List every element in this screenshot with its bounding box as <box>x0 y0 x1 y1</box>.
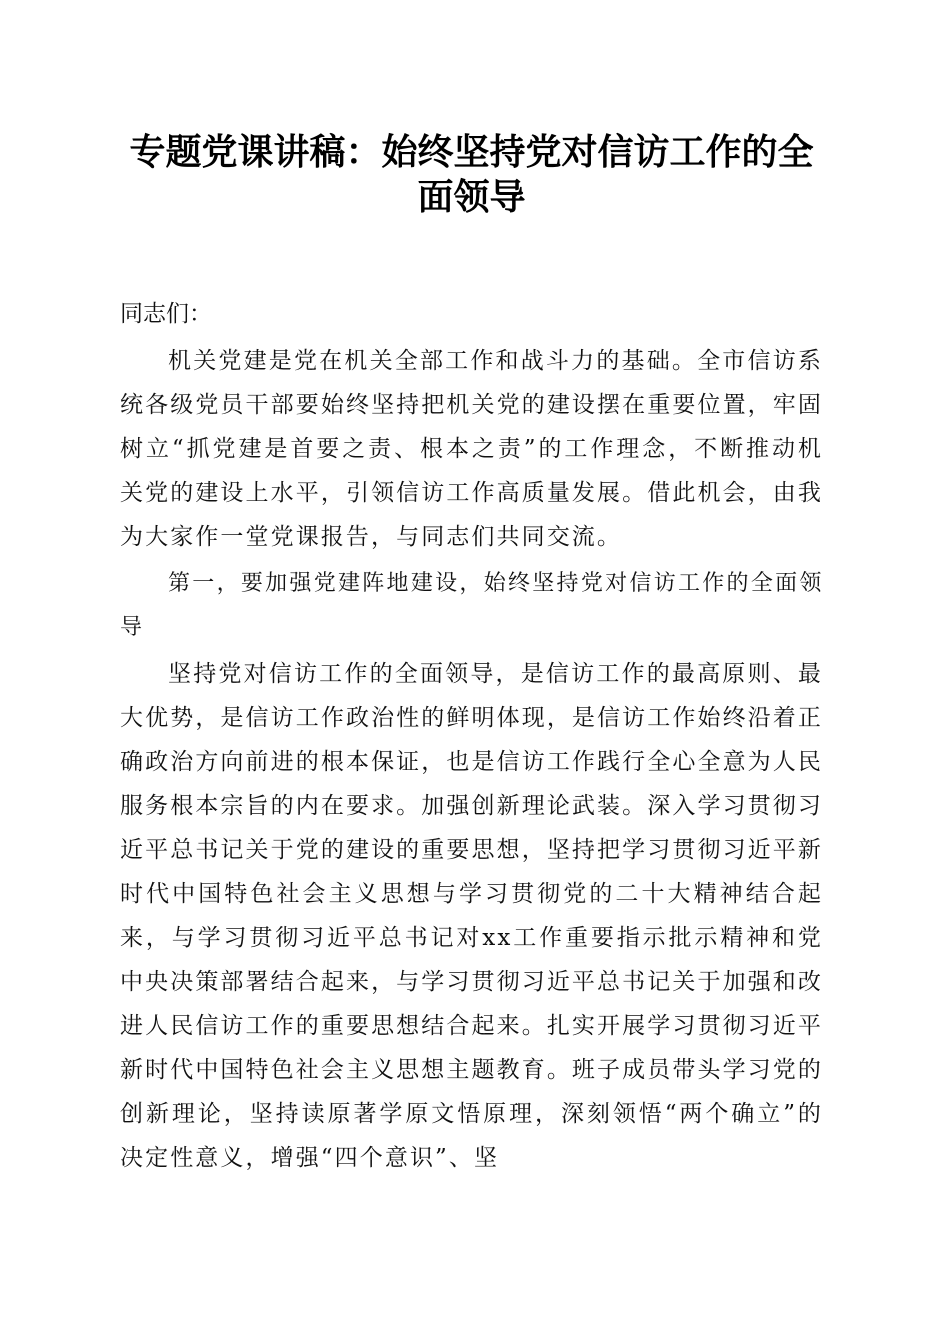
document-page <box>120 130 823 1180</box>
salutation: 同志们： <box>120 301 212 327</box>
paragraph-intro: 机关党建是党在机关全部工作和战斗力的基础。全市信访系统各级党员干部要始终坚持把机关党的建设摆在重要位置，牢固树立“抓党建是首要之责、根本之责”的工作理念，不断推动机关党的建设上水平，引领信访工作高质量发展。借此机会，由我为大家作一堂党课报告，与同志们共同交流。 <box>120 348 823 550</box>
document-title: 专题党课讲稿：始终坚持党对信访工作的全面领导 <box>129 131 814 218</box>
paragraph-body: 坚持党对信访工作的全面领导，是信访工作的最高原则、最大优势，是信访工作政治性的鲜明体现，是信访工作始终沿着正确政治方向前进的根本保证，也是信访工作践行全心全意为人民服务根本宗旨的内在要求。加强创新理论武装。深入学习贯彻习近平总书记关于党的建设的重要思想，坚持把学习贯彻习近平新时代中国特色社会主义思想与学习贯彻党的二十大精神结合起来，与学习贯彻习近平总书记对xx工作重要指示批示精神和党中央决策部署结合起来，与学习贯彻习近平总书记关于加强和改进人民信访工作的重要思想结合起来。扎实开展学习贯彻习近平新时代中国特色社会主义思想主题教育。班子成员带头学习党的创新理论，坚持读原著学原文悟原理，深刻领悟“两个确立”的决定性意义，增强“四个意识”、坚 <box>120 661 823 1171</box>
section-heading-first: 第一，要加强党建阵地建设，始终坚持党对信访工作的全面领导 <box>120 571 823 640</box>
